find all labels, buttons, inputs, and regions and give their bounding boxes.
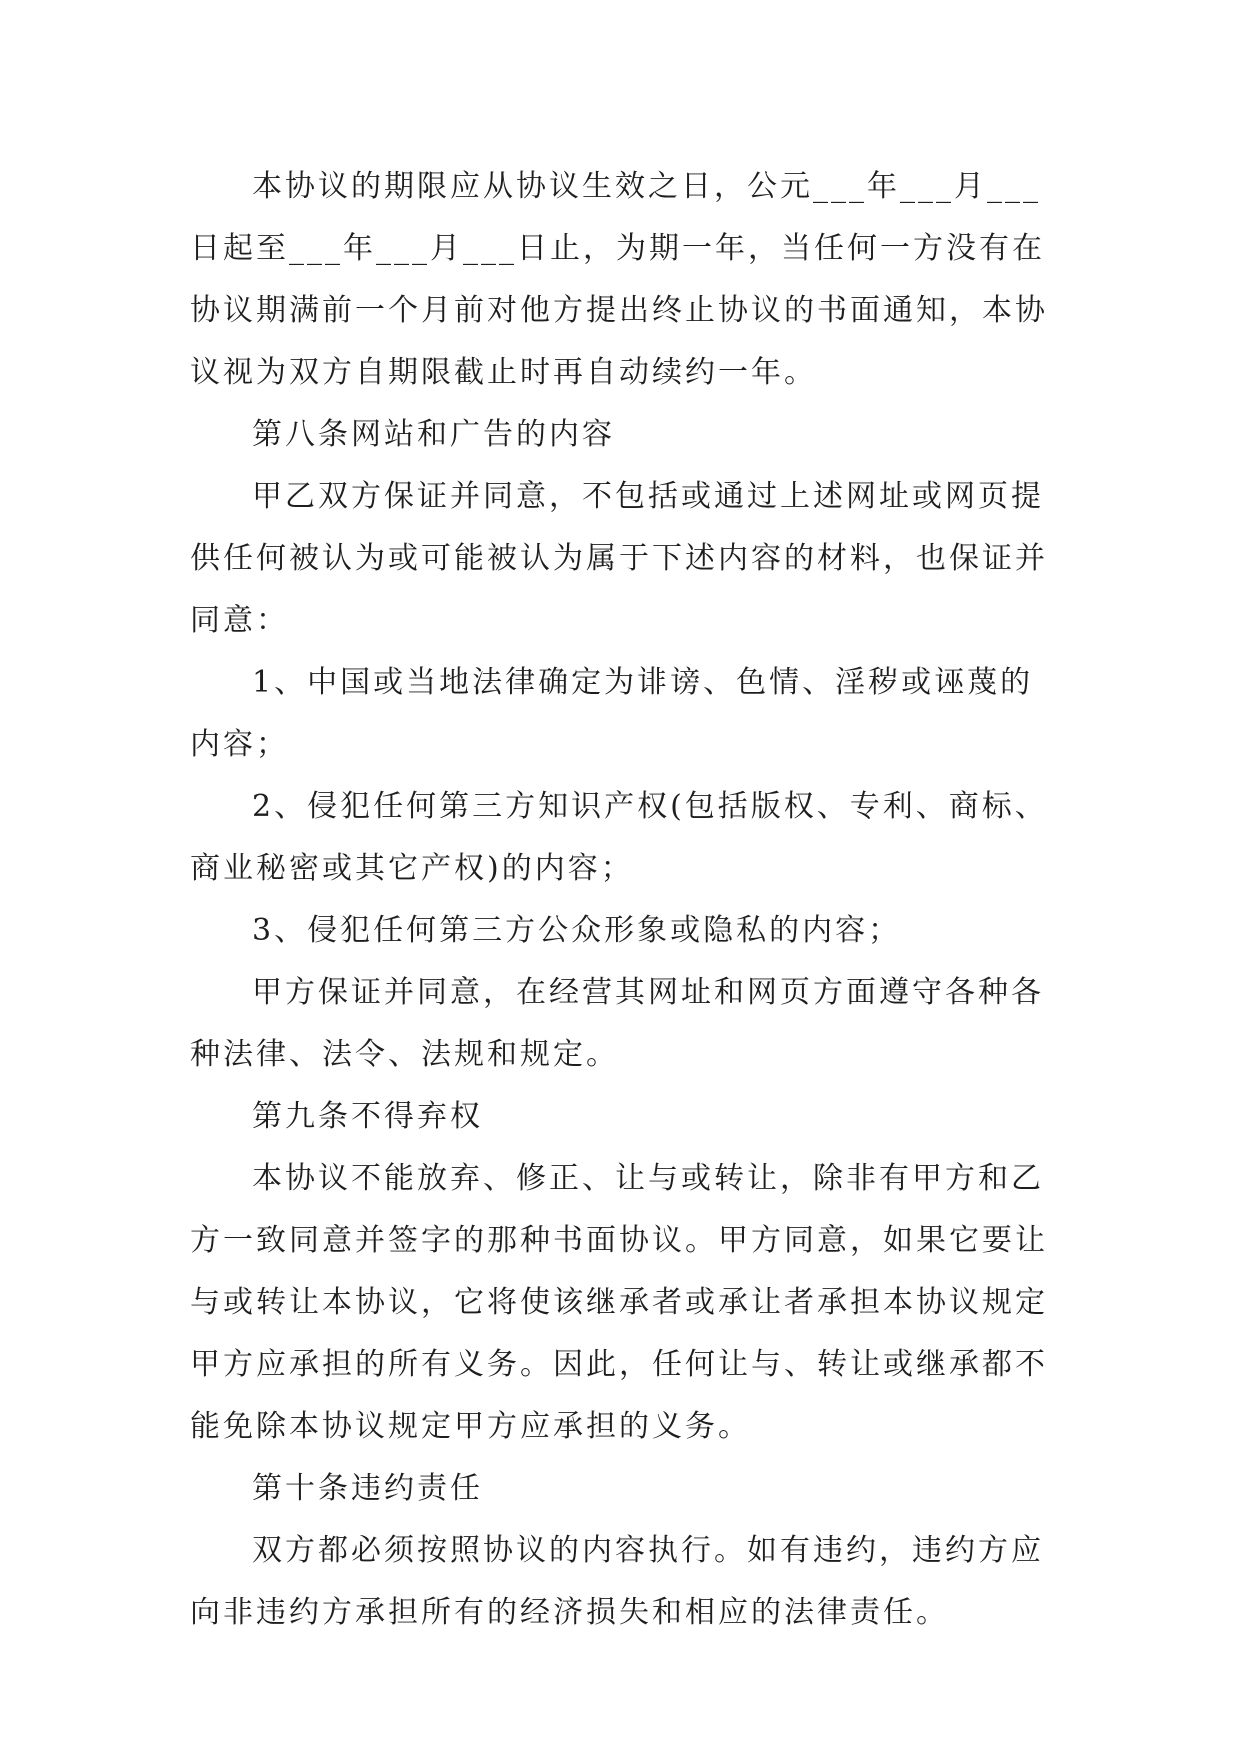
paragraph-no-waiver: 本协议不能放弃、修正、让与或转让，除非有甲方和乙方一致同意并签字的那种书面协议。甲方同意，如果它要让与或转让本协议，它将使该继承者或承让者承担本协议规定甲方应承担的所有义务。因此，任何让与、转让或继承都不能免除本协议规定甲方应承担的义务。 bbox=[190, 1161, 1048, 1444]
paragraph-liability: 双方都必须按照协议的内容执行。如有违约，违约方应向非违约方承担所有的经济损失和相应的法律责任。 bbox=[190, 1533, 1044, 1630]
heading-article-9: 第九条不得弃权 bbox=[252, 1099, 483, 1134]
heading-article-10: 第十条违约责任 bbox=[252, 1471, 483, 1506]
list-item-1: 1、中国或当地法律确定为诽谤、色情、淫秽或诬蔑的内容； bbox=[190, 665, 1034, 762]
list-item-3: 3、侵犯任何第三方公众形象或隐私的内容； bbox=[252, 913, 902, 948]
paragraph-term: 本协议的期限应从协议生效之日，公元___年___月___日起至___年___月___日止，为期一年，当任何一方没有在协议期满前一个月前对他方提出终止协议的书面通知，本协议视为双方自期限截止时再自动续约一年。 bbox=[190, 169, 1048, 390]
heading-article-8: 第八条网站和广告的内容 bbox=[252, 417, 615, 452]
list-item-2: 2、侵犯任何第三方知识产权(包括版权、专利、商标、商业秘密或其它产权)的内容； bbox=[190, 789, 1048, 886]
document-body bbox=[190, 156, 1050, 1644]
paragraph-compliance: 甲方保证并同意，在经营其网址和网页方面遵守各种各种法律、法令、法规和规定。 bbox=[190, 975, 1044, 1072]
paragraph-content-guarantee: 甲乙双方保证并同意，不包括或通过上述网址或网页提供任何被认为或可能被认为属于下述内容的材料，也保证并同意： bbox=[190, 479, 1048, 638]
